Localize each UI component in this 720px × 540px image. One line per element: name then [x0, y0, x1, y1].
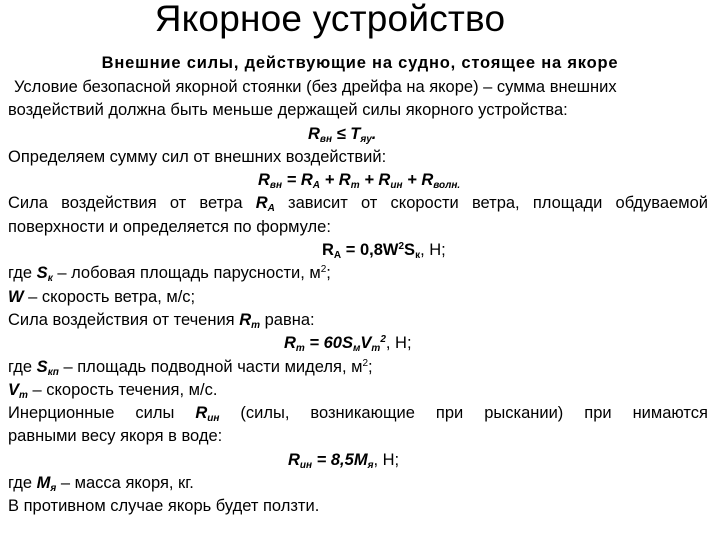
text-line: $V_т$ – скорость течения, м/с. — [8, 380, 218, 401]
slide-subtitle: Внешние силы, действующие на судно, стоящее на якоре — [101, 54, 619, 72]
text-line: Сила воздействия от течения $R_т$ равна: — [8, 310, 315, 331]
formula-current-force: $R_т = 60S_мV_т^2$, Н; — [284, 334, 412, 355]
formula-sum-of-forces: $R_{вн} = R_A + R_т + R_{ин} + R_{волн.}$ — [258, 171, 461, 192]
slide-title: Якорное устройство — [154, 0, 506, 39]
text-line: где $S_{кп}$ – площадь подводной части миделя, $м^2$; — [8, 357, 373, 378]
text-line: В противном случае якорь будет ползти. — [8, 497, 320, 516]
text-line: равными весу якоря в воде: — [8, 427, 223, 446]
text-line: W – скорость ветра, м/с; — [8, 287, 196, 306]
text-line: где $M_я$ – масса якоря, кг. — [8, 474, 194, 495]
formula-wind-force: $R_A = 0,8W^2S_к$, Н; — [322, 241, 446, 262]
slide-body — [8, 76, 708, 519]
formula-inertia-force: $R_{ин} = 8,5M_я$, Н; — [288, 450, 400, 471]
text-line: поверхности и определяется по формуле: — [8, 217, 331, 236]
text-line: где $S_к$ – лобовая площадь парусности, $м^2$; — [8, 264, 331, 285]
text-line: Условие безопасной якорной стоянки (без дрейфа на якоре) – сумма внешних — [14, 78, 617, 96]
text-line: Инерционные силы $R_{ин}$ (силы, возникающие при рыскании) при нимаются — [8, 404, 708, 425]
text-line: Сила воздействия от ветра $R_A$ зависит от скорости ветра, площади обдуваемой — [8, 194, 708, 215]
formula-safety-condition: $R_{вн} \le T_{яу}$. — [308, 124, 377, 145]
text-line: Определяем сумму сил от внешних воздействий: — [8, 147, 387, 166]
text-line: воздействий должна быть меньше держащей силы якорного устройства: — [8, 101, 568, 120]
